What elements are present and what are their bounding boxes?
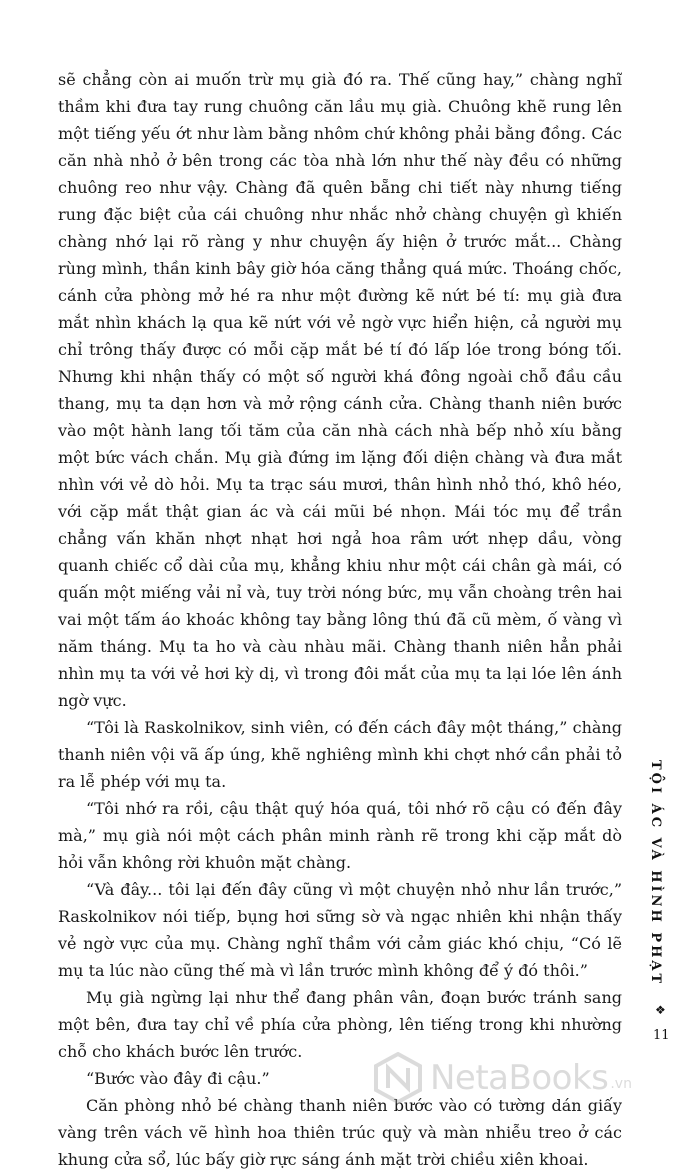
paragraph-6: “Bước vào đây đi cậu.”	[86, 1069, 270, 1088]
watermark	[372, 1048, 692, 1108]
body-text	[58, 66, 622, 1173]
watermark-logo-icon	[372, 1052, 424, 1104]
paragraph-1: sẽ chẳng còn ai muốn trừ mụ già đó ra. Thế cũng hay,” chàng nghĩ thầm khi đưa tay rung chuông căn lầu mụ già. Chuông khẽ rung lên một tiếng yếu ớt như làm bằng nhôm chứ không phải bằng đồng. Các căn nhà nhỏ ở bên trong các tòa nhà lớn như thế này đều có những chuông reo như vậy. Chàng đã quên bẵng chi tiết này nhưng tiếng rung đặc biệt của cái chuông như nhắc nhở chàng chuyện gì khiến chàng nhớ lại rõ ràng y như chuyện ấy hiện ở trước mắt... Chàng rùng mình, thần kinh bây giờ hóa căng thẳng quá mức. Thoáng chốc, cánh cửa phòng mở hé ra như một đường kẽ nứt bé tí: mụ già đưa mắt nhìn khách lạ qua kẽ nứt với vẻ ngờ vực hiển hiện, cả người mụ chỉ trông thấy được có mỗi cặp mắt bé tí đó lấp lóe trong bóng tối. Nhưng khi nhận thấy có một số người khá đông ngoài chỗ đầu cầu thang, mụ ta dạn hơn và mở rộng cánh cửa. Chàng thanh niên bước vào một hành lang tối tăm của căn nhà cách nhà bếp nhỏ xíu bằng một bức vách chắn. Mụ già đứng im lặng đối diện chàng và đưa mắt nhìn với vẻ dò hỏi. Mụ ta trạc sáu mươi, thân hình nhỏ thó, khô héo, với cặp mắt thật gian ác và cái mũi bé nhọn. Mái tóc mụ để trần chẳng vấn khăn nhợt nhạt hơi ngả hoa râm ướt nhẹp dầu, vòng quanh chiếc cổ dài của mụ, khẳng khiu như một cái chân gà mái, có quấn một miếng vải nỉ và, tuy trời nóng bức, mụ vẫn choàng trên hai vai một tấm áo khoác không tay bằng lông thú đã cũ mèm, ố vàng vì năm tháng. Mụ ta ho và càu nhàu mãi. Chàng thanh niên hẳn phải nhìn mụ ta với vẻ hơi kỳ dị, vì trong đôi mắt của mụ ta lại lóe lên ánh ngờ vực.	[58, 70, 622, 710]
paragraph-7: Căn phòng nhỏ bé chàng thanh niên bước vào có tường dán giấy vàng trên vách vẽ hình hoa thiên trúc quỳ và màn nhiễu treo ở các khung cửa sổ, lúc bấy giờ rực sáng ánh mặt trời chiều xiên khoai.	[58, 1096, 622, 1169]
ornament-icon: ❖	[655, 1003, 666, 1017]
watermark-tld: .vn	[610, 1076, 632, 1092]
watermark-text: NetaBooks	[430, 1058, 609, 1098]
paragraph-3: “Tôi nhớ ra rồi, cậu thật quý hóa quá, tôi nhớ rõ cậu có đến đây mà,” mụ già nói một cách phân minh rành rẽ trong khi cặp mắt dò hỏi vẫn không rời khuôn mặt chàng.	[58, 799, 622, 872]
paragraph-5: Mụ già ngừng lại như thể đang phân vân, đoạn bước tránh sang một bên, đưa tay chỉ về phía cửa phòng, lên tiếng trong khi nhường chỗ cho khách bước lên trước.	[58, 988, 622, 1061]
paragraph-2: “Tôi là Raskolnikov, sinh viên, có đến cách đây một tháng,” chàng thanh niên vội vã ấp úng, khẽ nghiêng mình khi chợt nhớ cần phải tỏ ra lễ phép với mụ ta.	[58, 718, 622, 791]
page-number: 11	[653, 1028, 670, 1043]
paragraph-4: “Và đây... tôi lại đến đây cũng vì một chuyện nhỏ như lần trước,” Raskolnikov nói tiếp, bụng hơi sững sờ và ngạc nhiên khi nhận thấy vẻ ngờ vực của mụ. Chàng nghĩ thầm với cảm giác khó chịu, “Có lẽ mụ ta lúc nào cũng thế mà vì lần trước mình không để ý đó thôi.”	[58, 880, 622, 980]
book-title-vertical: TỘI ÁC VÀ HÌNH PHẠT	[648, 760, 663, 987]
